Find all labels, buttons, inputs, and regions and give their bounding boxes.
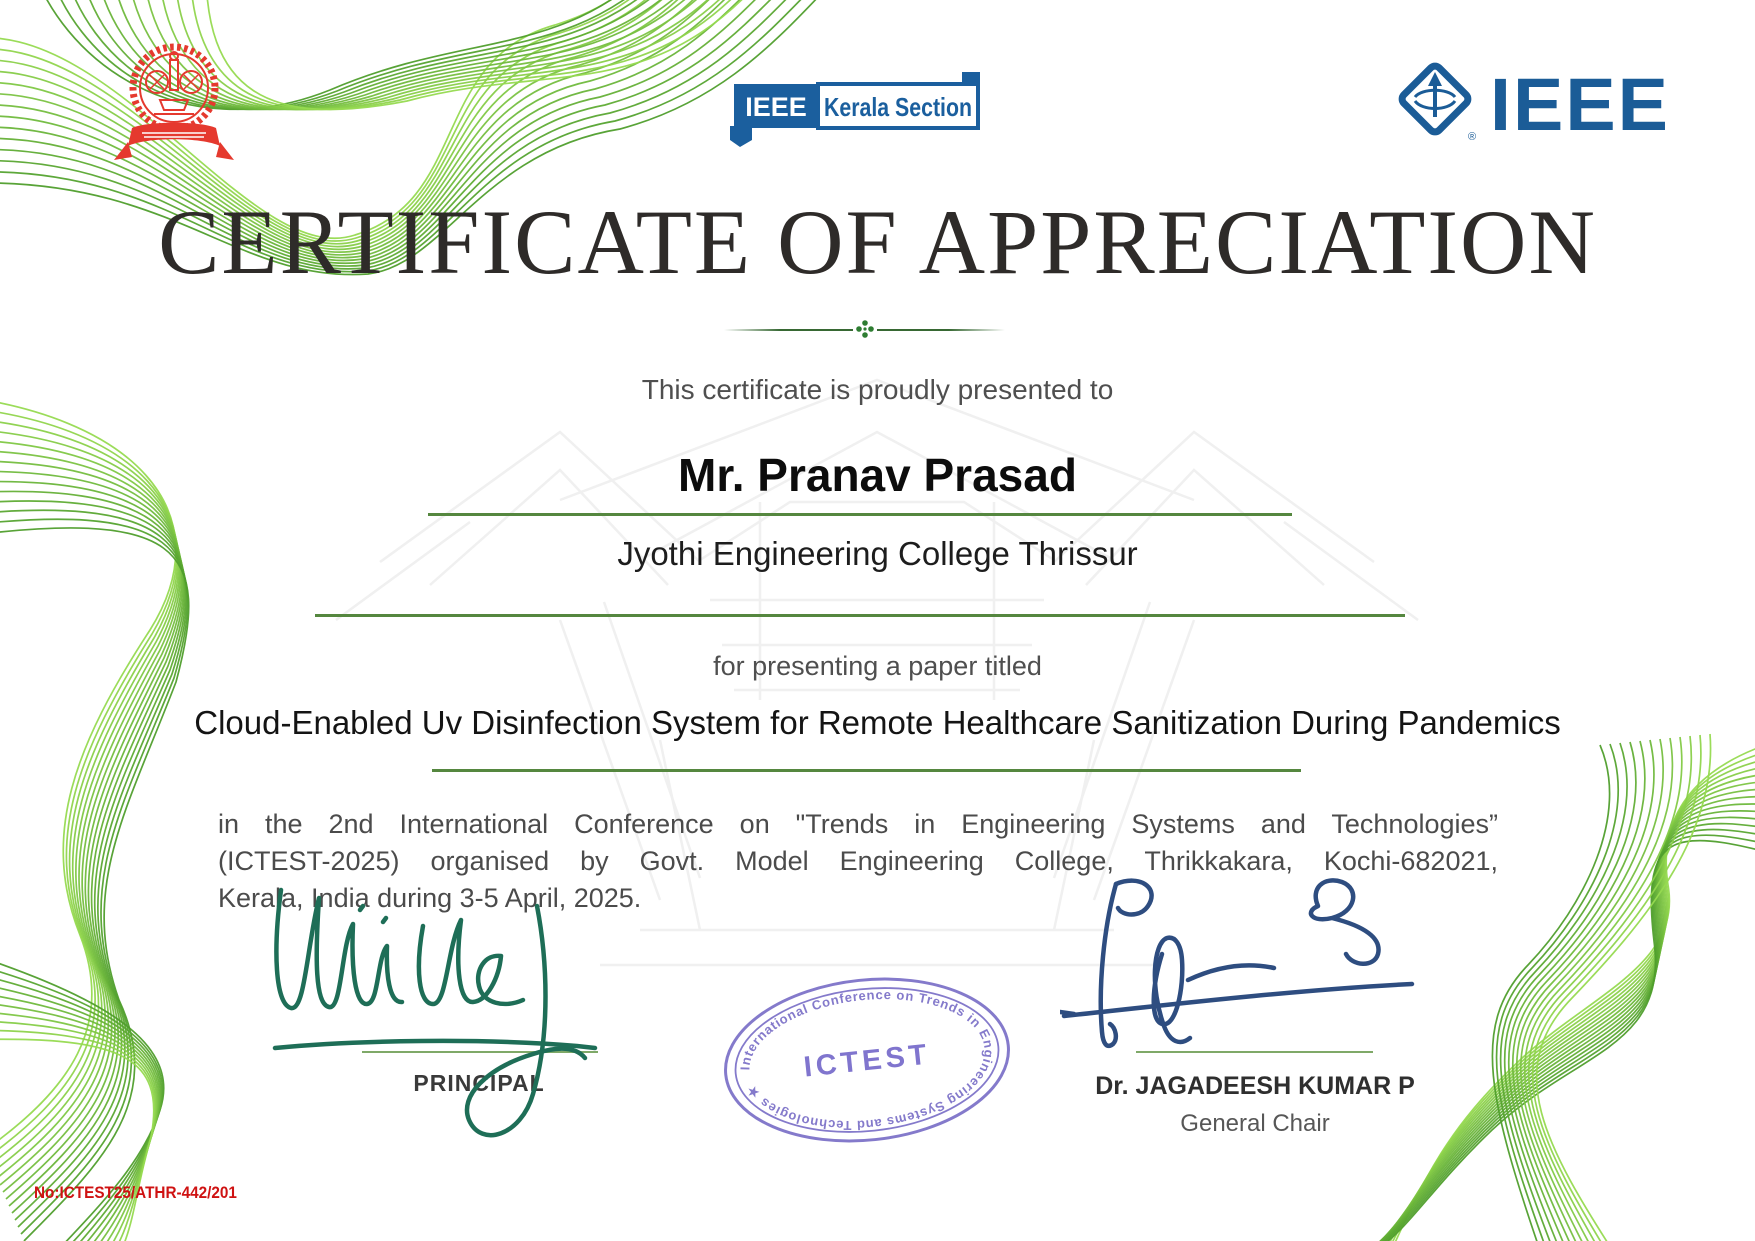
kerala-badge-section-label: Kerala Section: [824, 92, 972, 122]
recipient-affiliation: Jyothi Engineering College Thrissur: [617, 535, 1138, 572]
for-presenting-line: for presenting a paper titled: [713, 651, 1042, 681]
kerala-badge-ieee-label: IEEE: [745, 92, 807, 122]
certificate-title: CERTIFICATE OF APPRECIATION: [158, 191, 1597, 293]
ieee-registered-mark: ®: [1468, 131, 1477, 143]
ieee-logo: [1390, 54, 1676, 146]
general-chair-signature: [1060, 868, 1420, 1068]
recipient-name: Mr. Pranav Prasad: [678, 449, 1077, 501]
presented-to-line: This certificate is proudly presented to: [641, 374, 1114, 405]
paragraph-line-3: Kerala, India during 3-5 April, 2025.: [218, 883, 642, 913]
principal-signature: [265, 862, 605, 1174]
paper-title: Cloud-Enabled Uv Disinfection System for Remote Healthcare Sanitization During Pandemics: [194, 704, 1561, 741]
paragraph-line-1: in the 2nd International Conference on "Trends in Engineering Systems and Technologies”: [218, 809, 1498, 839]
general-chair-name: Dr. JAGADEESH KUMAR P: [1095, 1072, 1415, 1100]
paper-title-underline: [432, 769, 1301, 772]
ieee-kerala-section-badge: [728, 64, 990, 148]
stamp-ring-text: International Conference on Trends in Engineering Systems and Technologies ★: [737, 987, 997, 1133]
paragraph-line-2: (ICTEST-2025) organised by Govt. Model Engineering College, Thrikkakara, Kochi-682021,: [218, 846, 1498, 876]
clover-ornament-icon: [853, 318, 877, 340]
affiliation-underline: [315, 614, 1405, 617]
college-emblem: [110, 38, 238, 170]
principal-label: PRINCIPAL: [413, 1070, 545, 1096]
ieee-logo-text: IEEE: [1490, 63, 1670, 146]
ictest-stamp: [712, 972, 1022, 1152]
general-chair-role: General Chair: [1180, 1110, 1330, 1137]
certificate-number: No:ICTEST25/ATHR-442/201: [34, 1183, 237, 1202]
stamp-center-text: ICTEST: [802, 1038, 932, 1084]
recipient-underline: [428, 513, 1292, 516]
